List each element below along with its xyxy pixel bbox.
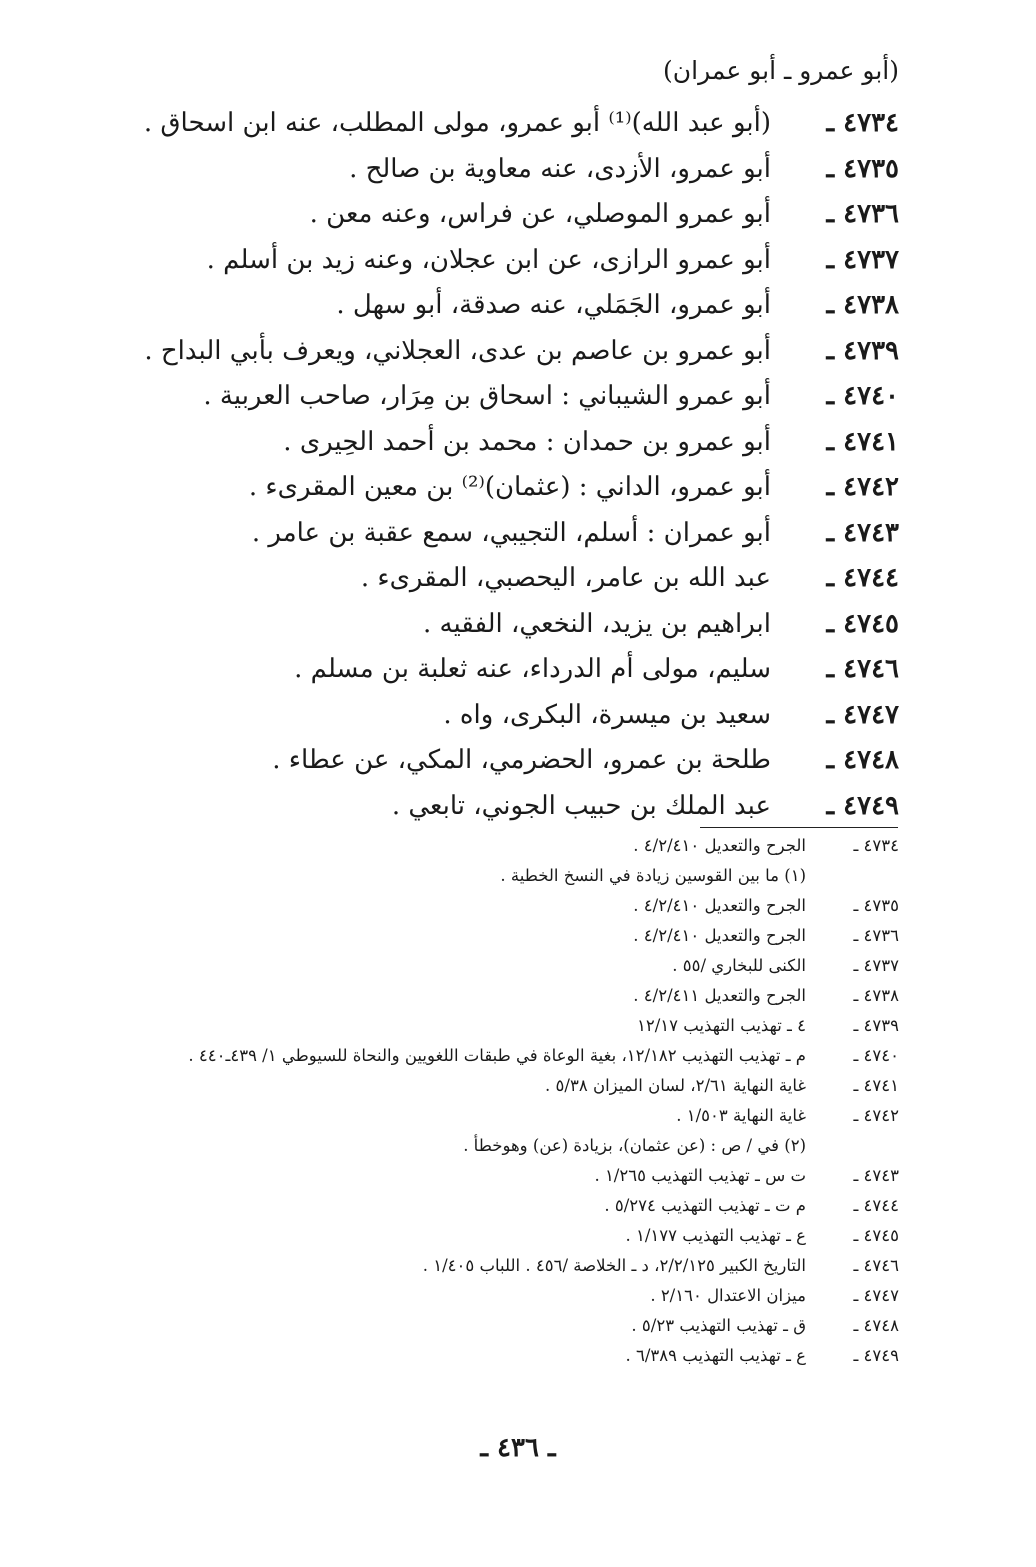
note-row [139, 986, 899, 1016]
note-text: الجرح والتعديل ٤/٢/٤١٠ . [633, 926, 806, 945]
footnotes-list [139, 836, 899, 1376]
entry-text: أبو عمرو الشيباني : اسحاق بن مِرَار، صاحب العربية . [203, 381, 771, 411]
entry [139, 108, 899, 154]
entry-text: عبد الله بن عامر، اليحصبي، المقرىء . [360, 563, 771, 593]
note-row [139, 1136, 899, 1166]
note-text: ع ـ تهذيب التهذيب ٦/٣٨٩ . [625, 1346, 806, 1365]
entry-number: ٤٧٤٨ ـ [826, 745, 899, 775]
entry-text: أبو عمرو بن عاصم بن عدى، العجلاني، ويعرف بأبي البداح . [144, 335, 771, 366]
note-row [139, 1346, 899, 1376]
entry-text: أبو عمران : أسلم، التجيبي، سمع عقبة بن عامر . [251, 517, 771, 548]
entry-number: ٤٧٣٨ ـ [826, 290, 899, 320]
note-row [139, 1106, 899, 1136]
note-text: م ـ تهذيب التهذيب ١٢/١٨٢، بغية الوعاة في طبقات اللغويين والنحاة للسيوطي ١/ ٤٣٩ـ٤٤٠ . [188, 1046, 806, 1065]
note-row [139, 896, 899, 926]
entry-text: أبو عمرو بن حمدان : محمد بن أحمد الحِيرى . [283, 426, 771, 457]
footnote-divider [700, 827, 898, 828]
note-row [139, 836, 899, 866]
entries-list [139, 108, 899, 836]
note-number: ٤٧٣٥ ـ [853, 896, 899, 915]
entry [139, 427, 899, 473]
note-number: ٤٧٣٨ ـ [853, 986, 899, 1005]
entry-number: ٤٧٣٧ ـ [826, 244, 899, 275]
note-text: م ت ـ تهذيب التهذيب ٥/٢٧٤ . [604, 1196, 806, 1215]
entry-number: ٤٧٣٥ ـ [826, 153, 899, 184]
note-text: الجرح والتعديل ٤/٢/٤١١ . [633, 986, 806, 1005]
note-text: غاية النهاية ١/٥٠٣ . [676, 1106, 806, 1125]
entry-number: ٤٧٤٧ ـ [826, 699, 899, 730]
entry-text: (أبو عبد الله)⁽¹⁾ أبو عمرو، مولى المطلب، عنه ابن اسحاق . [143, 108, 771, 138]
note-number: ٤٧٤٠ ـ [853, 1046, 899, 1065]
entry [139, 791, 899, 837]
entry-text: طلحة بن عمرو، الحضرمي، المكي، عن عطاء . [272, 745, 771, 775]
entry [139, 700, 899, 746]
entry [139, 745, 899, 791]
note-number: ٤٧٤٩ ـ [853, 1346, 899, 1365]
entry-number: ٤٧٤١ ـ [826, 426, 899, 457]
entry-text: ابراهيم بن يزيد، النخعي، الفقيه . [423, 608, 771, 639]
note-text: (١) ما بين القوسين زيادة في النسخ الخطية . [500, 866, 806, 885]
entry-number: ٤٧٤٦ ـ [826, 654, 899, 684]
entry [139, 381, 899, 427]
entry-number: ٤٧٣٩ ـ [826, 335, 899, 366]
note-row [139, 1166, 899, 1196]
note-number: ٤٧٣٦ ـ [853, 926, 899, 945]
note-row [139, 1286, 899, 1316]
entry [139, 154, 899, 200]
entry-number: ٤٧٤٠ ـ [826, 381, 899, 411]
note-row [139, 1256, 899, 1286]
note-number: ٤٧٣٤ ـ [853, 836, 899, 855]
entry [139, 472, 899, 518]
running-header: (أبو عمرو ـ أبو عمران) [663, 56, 899, 85]
note-row [139, 1016, 899, 1046]
note-text: الجرح والتعديل ٤/٢/٤١٠ . [633, 896, 806, 915]
note-text: الكنى للبخاري /٥٥ . [672, 956, 806, 975]
note-row [139, 1196, 899, 1226]
entry-number: ٤٧٤٢ ـ [826, 472, 899, 502]
note-row [139, 1316, 899, 1346]
note-text: ت س ـ تهذيب التهذيب ١/٢٦٥ . [594, 1166, 806, 1185]
note-text: الجرح والتعديل ٤/٢/٤١٠ . [633, 836, 806, 855]
entry-text: سليم، مولى أم الدرداء، عنه ثعلبة بن مسلم . [294, 654, 771, 684]
note-text: (٢) في / ص : (عن عثمان)، بزيادة (عن) وهوخطأ . [463, 1136, 806, 1155]
note-number: ٤٧٤٢ ـ [853, 1106, 899, 1125]
entry [139, 336, 899, 382]
entry-number: ٤٧٤٤ ـ [826, 563, 899, 593]
note-number: ٤٧٤٧ ـ [853, 1286, 899, 1305]
entry [139, 199, 899, 245]
note-number: ٤٧٤٦ ـ [853, 1256, 899, 1275]
entry-number: ٤٧٤٩ ـ [826, 790, 899, 821]
note-text: ٤ ـ تهذيب التهذيب ١٢/١٧ [636, 1016, 806, 1035]
entry [139, 518, 899, 564]
note-number: ٤٧٤١ ـ [853, 1076, 899, 1095]
entry-text: أبو عمرو، الجَمَلي، عنه صدقة، أبو سهل . [336, 290, 771, 320]
note-row [139, 1226, 899, 1256]
note-row [139, 866, 899, 896]
entry-number: ٤٧٤٣ ـ [826, 517, 899, 548]
note-text: ع ـ تهذيب التهذيب ١/١٧٧ . [625, 1226, 806, 1245]
entry-text: عبد الملك بن حبيب الجوني، تابعي . [391, 790, 771, 821]
note-number: ٤٧٤٣ ـ [853, 1166, 899, 1185]
note-row [139, 1076, 899, 1106]
entry [139, 245, 899, 291]
note-row [139, 1046, 899, 1076]
note-number: ٤٧٣٩ ـ [853, 1016, 899, 1035]
entry-number: ٤٧٤٥ ـ [826, 608, 899, 639]
note-text: التاريخ الكبير ٢/٢/١٢٥، د ـ الخلاصة /٤٥٦ . اللباب ١/٤٠٥ . [422, 1256, 806, 1275]
note-text: غاية النهاية ٢/٦١، لسان الميزان ٥/٣٨ . [545, 1076, 806, 1095]
note-row [139, 926, 899, 956]
note-number: ٤٧٤٨ ـ [853, 1316, 899, 1335]
entry-text: أبو عمرو الموصلي، عن فراس، وعنه معن . [309, 199, 771, 229]
note-number: ٤٧٤٥ ـ [853, 1226, 899, 1245]
entry [139, 654, 899, 700]
note-number: ٤٧٤٤ ـ [853, 1196, 899, 1215]
entry [139, 290, 899, 336]
page-number: ـ ٤٣٦ ـ [480, 1433, 556, 1463]
note-text: ميزان الاعتدال ٢/١٦٠ . [650, 1286, 806, 1305]
entry-text: سعيد بن ميسرة، البكرى، واه . [443, 699, 771, 730]
entry [139, 609, 899, 655]
entry-number: ٤٧٣٦ ـ [826, 199, 899, 229]
note-text: ق ـ تهذيب التهذيب ٥/٢٣ . [631, 1316, 806, 1335]
entry-number: ٤٧٣٤ ـ [826, 108, 899, 138]
note-number: ٤٧٣٧ ـ [853, 956, 899, 975]
note-row [139, 956, 899, 986]
entry-text: أبو عمرو، الداني : (عثمان)⁽²⁾ بن معين المقرىء . [248, 472, 771, 502]
entry-text: أبو عمرو، الأزدى، عنه معاوية بن صالح . [349, 153, 771, 184]
entry-text: أبو عمرو الرازى، عن ابن عجلان، وعنه زيد بن أسلم . [206, 244, 771, 275]
entry [139, 563, 899, 609]
